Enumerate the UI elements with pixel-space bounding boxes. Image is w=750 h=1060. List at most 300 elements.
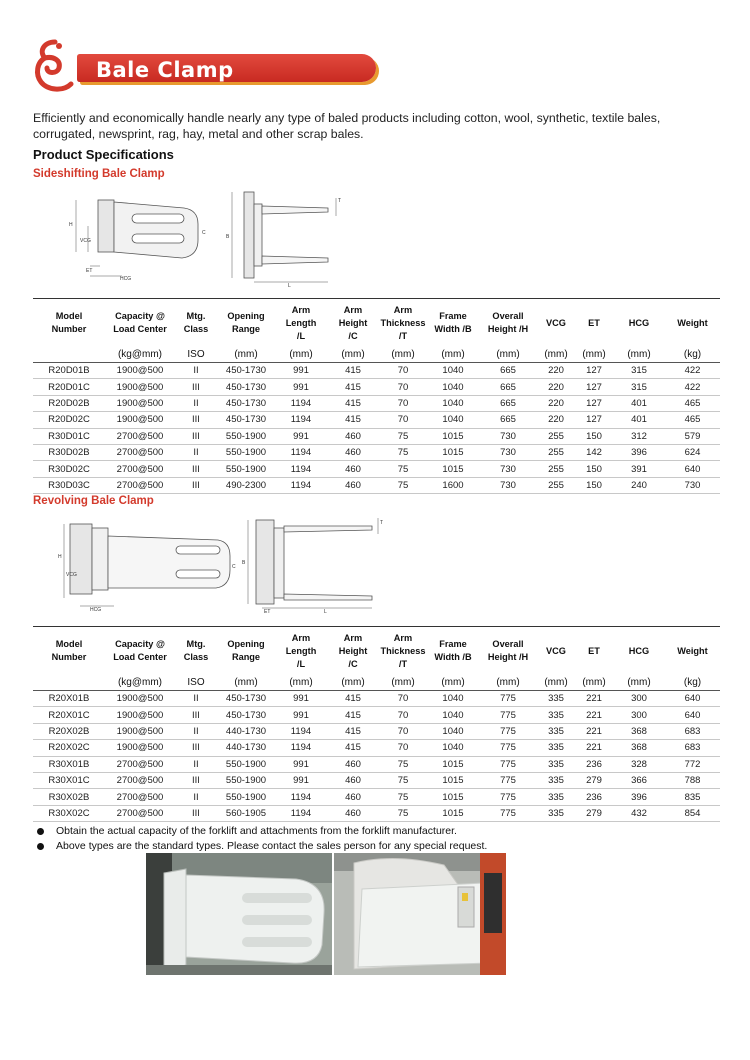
unit-cell: (kg@mm) [105, 347, 175, 363]
column-header-line: /T [398, 658, 408, 669]
table-cell: 465 [665, 395, 720, 411]
table-cell: R20D01C [33, 379, 105, 395]
table-cell: R30D01C [33, 428, 105, 444]
table-cell: 221 [575, 723, 613, 739]
table-row [33, 740, 720, 756]
table-cell: II [175, 756, 217, 772]
table-cell: 127 [575, 379, 613, 395]
table-cell: 440-1730 [217, 740, 275, 756]
column-header [217, 299, 275, 348]
table-cell: 991 [275, 707, 327, 723]
unit-cell: (mm) [575, 347, 613, 363]
table-cell: 221 [575, 707, 613, 723]
revolving-top-drawing [240, 514, 385, 614]
table-cell: 1040 [427, 740, 479, 756]
table-cell: III [175, 707, 217, 723]
table-cell: 1900@500 [105, 412, 175, 428]
table-cell: 279 [575, 805, 613, 821]
note-item [37, 824, 487, 839]
table-cell: 335 [537, 772, 575, 788]
table-cell: 75 [379, 789, 427, 805]
table-cell: 1900@500 [105, 707, 175, 723]
table-cell: 460 [327, 461, 379, 477]
revolving-heading: Revolving Bale Clamp [33, 495, 154, 507]
bullet-icon [37, 843, 44, 850]
table-cell: 70 [379, 691, 427, 707]
table-cell: 368 [613, 740, 665, 756]
column-header-line: Number [51, 324, 87, 334]
column-header-line: Arm [291, 304, 311, 315]
table-cell: R20X02C [33, 740, 105, 756]
product-photo-revolving [334, 853, 506, 975]
table-cell: 1194 [275, 412, 327, 428]
unit-cell: (mm) [217, 347, 275, 363]
column-header-line: Arm [291, 632, 311, 643]
column-header-line: Height /H [487, 324, 529, 334]
sideshifting-spec-table [33, 298, 720, 494]
table-cell: R30D02B [33, 444, 105, 460]
table-cell: 220 [537, 395, 575, 411]
table-cell: 1015 [427, 428, 479, 444]
column-header-line: Width /B [434, 652, 472, 662]
table-cell: R20X01B [33, 691, 105, 707]
column-header-line: Thickness [380, 645, 426, 656]
table-cell: 640 [665, 707, 720, 723]
table-row [33, 412, 720, 428]
table-cell: R30X01B [33, 756, 105, 772]
unit-cell: (mm) [379, 675, 427, 691]
table-cell: 550-1900 [217, 756, 275, 772]
table-cell: R30D03C [33, 477, 105, 493]
table-cell: 579 [665, 428, 720, 444]
column-header [537, 627, 575, 676]
table-cell: 991 [275, 691, 327, 707]
header-row [33, 627, 720, 676]
table-cell: 150 [575, 477, 613, 493]
note-text: Above types are the standard types. Please contact the sales person for any special request. [56, 840, 488, 852]
table-cell: 75 [379, 444, 427, 460]
table-cell: 1040 [427, 691, 479, 707]
unit-cell: (kg@mm) [105, 675, 175, 691]
table-cell: 1900@500 [105, 395, 175, 411]
column-header-line: Weight [677, 645, 708, 656]
unit-cell: (kg) [665, 675, 720, 691]
table-cell: 775 [479, 707, 537, 723]
table-row [33, 756, 720, 772]
table-cell: 450-1730 [217, 707, 275, 723]
unit-cell: (mm) [275, 675, 327, 691]
table-row [33, 707, 720, 723]
table-cell: 1194 [275, 740, 327, 756]
table-cell: 300 [613, 691, 665, 707]
table-cell: III [175, 772, 217, 788]
units-row [33, 347, 720, 363]
page-title: Bale Clamp [96, 58, 234, 82]
table-cell: 775 [479, 789, 537, 805]
unit-cell: (mm) [537, 675, 575, 691]
table-cell: 1194 [275, 461, 327, 477]
column-header [275, 627, 327, 676]
unit-cell [33, 675, 105, 691]
table-cell: 1015 [427, 789, 479, 805]
column-header-line: Height [338, 317, 368, 328]
table-cell: III [175, 805, 217, 821]
table-cell: 236 [575, 756, 613, 772]
table-cell: 2700@500 [105, 477, 175, 493]
table-cell: 127 [575, 395, 613, 411]
unit-cell [33, 347, 105, 363]
drawing-label-hcg: HCG [120, 276, 132, 282]
drawing-label-vcg: VCG [80, 238, 91, 244]
table-cell: 335 [537, 723, 575, 739]
drawing-label-et: ET [264, 609, 271, 614]
column-header [575, 299, 613, 348]
table-cell: 683 [665, 723, 720, 739]
table-cell: 2700@500 [105, 461, 175, 477]
table-cell: 1194 [275, 395, 327, 411]
table-cell: 1015 [427, 444, 479, 460]
unit-cell: ISO [175, 675, 217, 691]
table-row [33, 805, 720, 821]
column-header-line: Overall [492, 639, 524, 649]
column-header [217, 627, 275, 676]
table-cell: 854 [665, 805, 720, 821]
table-cell: 75 [379, 461, 427, 477]
note-item [37, 839, 487, 854]
table-cell: 415 [327, 723, 379, 739]
table-cell: II [175, 723, 217, 739]
column-header [175, 627, 217, 676]
column-header [105, 299, 175, 348]
brand-logo-icon [33, 38, 79, 94]
unit-cell: (mm) [537, 347, 575, 363]
column-header-line: VCG [546, 317, 566, 328]
column-header-line: Length [285, 317, 317, 328]
table-cell: III [175, 412, 217, 428]
drawing-label-l: L [324, 609, 327, 614]
column-header-line: Class [183, 324, 209, 334]
column-header-line: Capacity @ [115, 311, 165, 321]
table-cell: III [175, 477, 217, 493]
table-cell: R30X02B [33, 789, 105, 805]
table-cell: 991 [275, 379, 327, 395]
column-header-line: Mtg. [186, 311, 206, 321]
table-cell: 1040 [427, 363, 479, 379]
table-cell: 730 [479, 461, 537, 477]
table-cell: 1015 [427, 756, 479, 772]
column-header [575, 627, 613, 676]
table-cell: 1194 [275, 789, 327, 805]
table-cell: 150 [575, 428, 613, 444]
column-header-line: Arm [343, 632, 363, 643]
table-cell: 391 [613, 461, 665, 477]
table-cell: 450-1730 [217, 379, 275, 395]
table-cell: 991 [275, 363, 327, 379]
column-header-line: Capacity @ [115, 639, 165, 649]
table-cell: R20D01B [33, 363, 105, 379]
column-header-line: Width /B [434, 324, 472, 334]
column-header-line: Arm [393, 304, 413, 315]
table-row [33, 461, 720, 477]
column-header-line: ET [588, 317, 600, 328]
table-cell: 1040 [427, 379, 479, 395]
drawing-label-et: ET [86, 268, 93, 274]
table-cell: 775 [479, 740, 537, 756]
header-row [33, 299, 720, 348]
column-header-line: /L [296, 330, 306, 341]
revolving-table-head [33, 627, 720, 691]
table-cell: 450-1730 [217, 395, 275, 411]
table-row [33, 379, 720, 395]
table-row [33, 395, 720, 411]
table-cell: 255 [537, 444, 575, 460]
table-row [33, 428, 720, 444]
table-cell: 550-1900 [217, 789, 275, 805]
table-cell: 1194 [275, 723, 327, 739]
column-header-line: Model [55, 311, 83, 321]
table-cell: 415 [327, 691, 379, 707]
table-cell: 683 [665, 740, 720, 756]
unit-cell: (mm) [327, 675, 379, 691]
table-cell: 1040 [427, 395, 479, 411]
table-cell: II [175, 444, 217, 460]
table-cell: 730 [479, 428, 537, 444]
column-header-line: Frame [439, 639, 467, 649]
table-cell: 450-1730 [217, 412, 275, 428]
table-cell: 775 [479, 691, 537, 707]
table-cell: 312 [613, 428, 665, 444]
table-cell: 1040 [427, 707, 479, 723]
drawing-label-b: B [242, 560, 246, 566]
unit-cell: (mm) [427, 675, 479, 691]
table-cell: 665 [479, 363, 537, 379]
table-cell: 70 [379, 740, 427, 756]
table-cell: 640 [665, 691, 720, 707]
table-cell: R20X01C [33, 707, 105, 723]
table-cell: III [175, 428, 217, 444]
table-cell: 775 [479, 756, 537, 772]
drawing-label-t: T [338, 198, 342, 204]
column-header [175, 299, 217, 348]
drawing-label-l: L [288, 283, 291, 288]
drawing-label-h: H [58, 554, 62, 560]
table-cell: III [175, 461, 217, 477]
table-cell: II [175, 691, 217, 707]
table-cell: 255 [537, 428, 575, 444]
table-cell: 991 [275, 772, 327, 788]
column-header [665, 627, 720, 676]
column-header-line: Model [55, 639, 83, 649]
table-cell: 220 [537, 379, 575, 395]
table-cell: 279 [575, 772, 613, 788]
table-cell: 315 [613, 363, 665, 379]
table-cell: 1900@500 [105, 363, 175, 379]
column-header [33, 627, 105, 676]
table-cell: 75 [379, 772, 427, 788]
column-header [613, 627, 665, 676]
column-header-line: Load Center [113, 652, 167, 662]
column-header-line: /C [348, 330, 358, 341]
unit-cell: (mm) [427, 347, 479, 363]
table-cell: 775 [479, 772, 537, 788]
table-cell: 415 [327, 395, 379, 411]
table-cell: 1600 [427, 477, 479, 493]
column-header-line: Height /H [487, 652, 529, 662]
table-cell: 1040 [427, 412, 479, 428]
notes-list [37, 824, 487, 854]
column-header-line: /C [348, 658, 358, 669]
column-header [665, 299, 720, 348]
table-cell: 788 [665, 772, 720, 788]
table-cell: 75 [379, 756, 427, 772]
table-cell: 560-1905 [217, 805, 275, 821]
table-cell: 2700@500 [105, 756, 175, 772]
table-cell: 450-1730 [217, 363, 275, 379]
table-cell: II [175, 789, 217, 805]
table-cell: 70 [379, 379, 427, 395]
table-cell: 1900@500 [105, 740, 175, 756]
note-text: Obtain the actual capacity of the forklift and attachments from the forklift manufacturer. [56, 825, 457, 837]
revolving-table-body [33, 691, 720, 822]
table-cell: 730 [479, 477, 537, 493]
column-header-line: /T [398, 330, 408, 341]
sideshifting-heading: Sideshifting Bale Clamp [33, 168, 165, 180]
table-cell: 401 [613, 395, 665, 411]
column-header [479, 627, 537, 676]
intro-text: Efficiently and economically handle nearly any type of baled products including cotton, wool, synthetic, textile bales, corrugated, newsprint, rag, hay, metal and other scrap bales. [33, 111, 661, 141]
column-header [427, 627, 479, 676]
product-photo-sideshifting [146, 853, 332, 975]
column-header-line: Overall [492, 311, 524, 321]
table-cell: 236 [575, 789, 613, 805]
column-header-line: ET [588, 645, 600, 656]
table-cell: 368 [613, 723, 665, 739]
table-cell: 665 [479, 379, 537, 395]
table-cell: 2700@500 [105, 428, 175, 444]
table-cell: R30X02C [33, 805, 105, 821]
table-cell: 142 [575, 444, 613, 460]
table-cell: 255 [537, 461, 575, 477]
table-cell: 221 [575, 691, 613, 707]
table-cell: 127 [575, 412, 613, 428]
unit-cell: ISO [175, 347, 217, 363]
table-cell: 460 [327, 477, 379, 493]
table-cell: 315 [613, 379, 665, 395]
table-cell: 335 [537, 707, 575, 723]
column-header [275, 299, 327, 348]
table-cell: 730 [479, 444, 537, 460]
table-cell: 220 [537, 363, 575, 379]
table-cell: 75 [379, 805, 427, 821]
column-header [327, 299, 379, 348]
table-cell: 300 [613, 707, 665, 723]
table-cell: R30D02C [33, 461, 105, 477]
column-header-line: Load Center [113, 324, 167, 334]
column-header [379, 299, 427, 348]
table-cell: 240 [613, 477, 665, 493]
table-cell: 150 [575, 461, 613, 477]
column-header-line: HCG [628, 645, 650, 656]
table-cell: 422 [665, 379, 720, 395]
column-header-line: Length [285, 645, 317, 656]
column-header-line: Range [231, 652, 261, 662]
table-cell: R30X01C [33, 772, 105, 788]
table-cell: 127 [575, 363, 613, 379]
drawing-label-vcg: VCG [66, 572, 77, 578]
table-cell: 550-1900 [217, 772, 275, 788]
table-cell: 460 [327, 444, 379, 460]
table-cell: 1900@500 [105, 379, 175, 395]
table-cell: 1015 [427, 772, 479, 788]
column-header-line: Range [231, 324, 261, 334]
table-cell: 335 [537, 805, 575, 821]
table-row [33, 691, 720, 707]
table-cell: R20X02B [33, 723, 105, 739]
table-cell: 1015 [427, 805, 479, 821]
unit-cell: (mm) [275, 347, 327, 363]
table-cell: 335 [537, 756, 575, 772]
table-cell: 396 [613, 444, 665, 460]
table-cell: 640 [665, 461, 720, 477]
column-header-line: Number [51, 652, 87, 662]
table-cell: 835 [665, 789, 720, 805]
table-cell: 2700@500 [105, 789, 175, 805]
table-cell: 1040 [427, 723, 479, 739]
bullet-icon [37, 828, 44, 835]
column-header-line: Class [183, 652, 209, 662]
table-cell: 1194 [275, 805, 327, 821]
table-cell: 775 [479, 723, 537, 739]
table-cell: II [175, 363, 217, 379]
column-header [427, 299, 479, 348]
table-cell: 772 [665, 756, 720, 772]
column-header-line: Arm [343, 304, 363, 315]
column-header-line: Weight [677, 317, 708, 328]
table-cell: 335 [537, 740, 575, 756]
unit-cell: (mm) [379, 347, 427, 363]
column-header [379, 627, 427, 676]
column-header [613, 299, 665, 348]
table-cell: 991 [275, 756, 327, 772]
table-cell: 75 [379, 428, 427, 444]
drawing-label-c: C [202, 230, 206, 236]
unit-cell: (mm) [327, 347, 379, 363]
table-cell: 220 [537, 412, 575, 428]
table-cell: 1015 [427, 461, 479, 477]
table-cell: 70 [379, 723, 427, 739]
table-cell: 775 [479, 805, 537, 821]
sideshifting-side-drawing [66, 190, 206, 285]
column-header-line: Mtg. [186, 639, 206, 649]
table-cell: III [175, 379, 217, 395]
table-cell: 70 [379, 395, 427, 411]
table-cell: 460 [327, 756, 379, 772]
table-row [33, 772, 720, 788]
column-header [33, 299, 105, 348]
table-cell: 415 [327, 707, 379, 723]
table-cell: 75 [379, 477, 427, 493]
table-cell: 490-2300 [217, 477, 275, 493]
table-cell: 401 [613, 412, 665, 428]
table-cell: 465 [665, 412, 720, 428]
drawing-label-b: B [226, 234, 230, 240]
unit-cell: (mm) [479, 675, 537, 691]
revolving-side-drawing [58, 518, 238, 613]
table-row [33, 363, 720, 379]
table-cell: 460 [327, 789, 379, 805]
table-cell: 665 [479, 395, 537, 411]
drawing-label-t: T [380, 520, 384, 526]
